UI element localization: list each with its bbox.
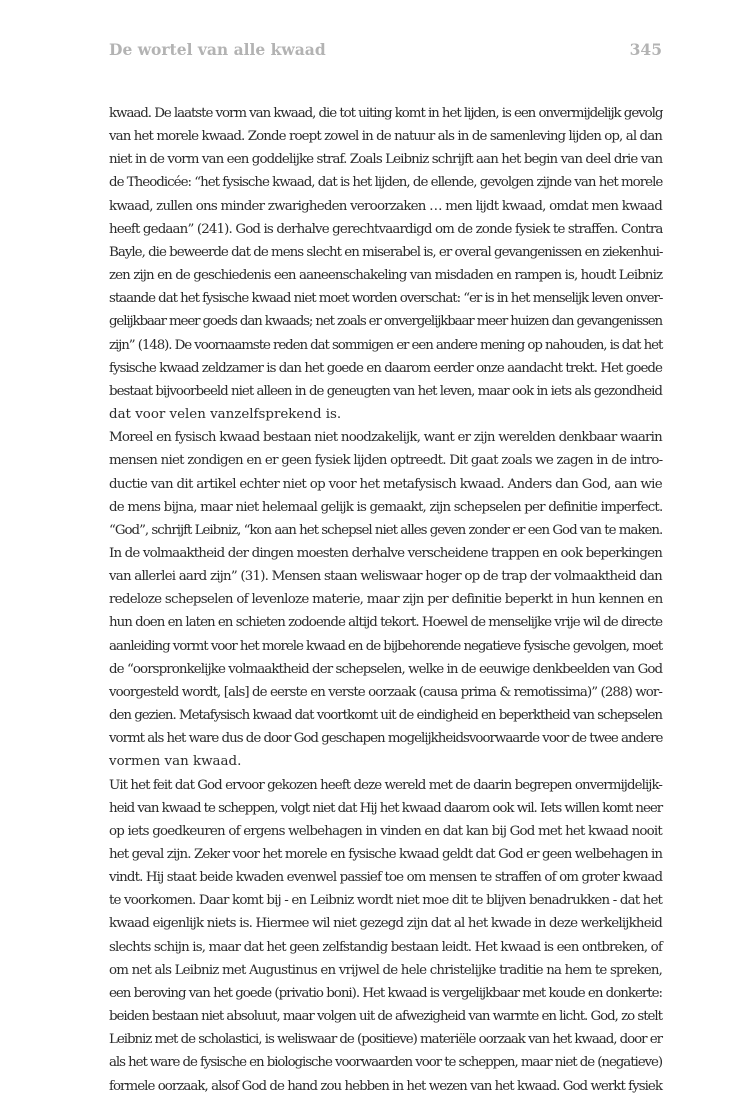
text-line: van het morele kwaad. Zonde roept zowel in de natuur als in de samenleving lijden op, al dan [109, 129, 662, 145]
text-line: voorgesteld wordt, [als] de eerste en verste oorzaak (causa prima & remotissima)” (288) wor- [109, 684, 662, 700]
text-line: op iets goedkeuren of ergens welbehagen in vinden en dat kan bij God met het kwaad nooit [109, 823, 662, 839]
text-line: van allerlei aard zijn” (31). Mensen staan weliswaar hoger op de trap der volmaaktheid dan [109, 569, 662, 585]
text-line: bestaat bijvoorbeeld niet alleen in de geneugten van het leven, maar ook in iets als gezondheid [109, 383, 662, 399]
text-line: ductie van dit artikel echter niet op voor het metafysisch kwaad. Anders dan God, aan wie [109, 476, 662, 492]
text-line: Leibniz met de scholastici, is weliswaar de (positieve) materiële oorzaak van het kwaad, door er [109, 1032, 662, 1048]
text-line: zen zijn en de geschiedenis een aaneenschakeling van misdaden en rampen is, houdt Leibniz [109, 268, 663, 284]
text-line: redeloze schepselen of levenloze materie, maar zijn per definitie beperkt in hun kennen en [109, 592, 663, 608]
text-line: In de volmaaktheid der dingen moesten derhalve verscheidene trappen en ook beperkingen [109, 545, 662, 561]
text-line: vormt als het ware dus de door God geschapen mogelijkheidsvoorwaarde voor de twee andere [109, 731, 663, 747]
text-line: aanleiding vormt voor het morele kwaad en de bijbehorende negatieve fysische gevolgen, moet [109, 638, 663, 654]
text-line: beiden bestaan niet absoluut, maar volgen uit de afwezigheid van warmte en licht. God, zo stelt [109, 1009, 662, 1025]
text-line: de Theodicée: “het fysische kwaad, dat is het lijden, de ellende, gevolgen zijnde van het morele [109, 175, 663, 191]
text-line: gelijkbaar meer goeds dan kwaads; net zoals er onvergelijkbaar meer huizen dan gevangenissen [109, 314, 662, 330]
text-line: heeft gedaan” (241). God is derhalve gerechtvaardigd om de zonde fysiek te straffen. Contra [109, 221, 663, 237]
text-line: het geval zijn. Zeker voor het morele en fysische kwaad geldt dat God er geen welbehagen in [109, 847, 663, 862]
text-line: om net als Leibniz met Augustinus en vrijwel de hele christelijke traditie na hem te spreken, [109, 962, 663, 978]
text-line: vindt. Hij staat beide kwaden evenwel passief toe om mensen te straffen of om groter kwaad [109, 870, 663, 886]
body-text [109, 102, 662, 1098]
text-line: kwaad. De laatste vorm van kwaad, die tot uiting komt in het lijden, is een onvermijdelijk gevolg [109, 106, 663, 121]
text-line: mensen niet zondigen en er geen fysiek lijden optreedt. Dit gaat zoals we zagen in de intro- [109, 453, 663, 469]
text-line: te voorkomen. Daar komt bij - en Leibniz wordt niet moe dit te blijven benadrukken - dat het [109, 893, 663, 909]
text-line: een beroving van het goede (privatio boni). Het kwaad is vergelijkbaar met koude en donkerte: [109, 985, 662, 1001]
text-line: de mens bijna, maar niet helemaal gelijk is gemaakt, zijn schepselen per definitie imperfect. [109, 499, 663, 515]
page-number: 345 [629, 40, 662, 59]
text-line: staande dat het fysische kwaad niet moet worden overschat: “er is in het menselijk leven onver- [109, 291, 663, 307]
text-line: slechts schijn is, maar dat het geen zelfstandig bestaan leidt. Het kwaad is een ontbreken, of [109, 939, 662, 955]
text-line: kwaad, zullen ons minder zwarigheden veroorzaken … men lijdt kwaad, omdat men kwaad [109, 198, 662, 214]
text-line: vormen van kwaad. [109, 754, 242, 770]
text-line: heid van kwaad te scheppen, volgt niet dat Hij het kwaad daarom ook wil. Iets willen komt neer [109, 800, 663, 816]
text-line: kwaad eigenlijk niets is. Hiermee wil niet gezegd zijn dat al het kwade in deze werkelijkheid [109, 916, 663, 932]
text-line: als het ware de fysische en biologische voorwaarden voor te scheppen, maar niet de (negatieve) [109, 1055, 662, 1071]
running-header [109, 40, 662, 59]
text-line: dat voor velen vanzelfsprekend is. [109, 407, 342, 423]
text-line: formele oorzaak, alsof God de hand zou hebben in het wezen van het kwaad. God werkt fysiek [109, 1078, 662, 1094]
text-line: fysische kwaad zeldzamer is dan het goede en daarom eerder onze aandacht trekt. Het goede [109, 360, 662, 376]
running-title: De wortel van alle kwaad [109, 40, 326, 59]
text-line: Bayle, die beweerde dat de mens slecht en miserabel is, er overal gevangenissen en ziekenhui- [109, 244, 663, 260]
text-line: den gezien. Metafysisch kwaad dat voortkomt uit de eindigheid en beperktheid van schepselen [109, 708, 662, 724]
text-line: Moreel en fysisch kwaad bestaan niet noodzakelijk, want er zijn werelden denkbaar waarin [109, 430, 662, 446]
text-line: Uit het feit dat God ervoor gekozen heeft deze wereld met de daarin begrepen onvermijdelijk- [109, 777, 663, 793]
text-line: “God”, schrijft Leibniz, “kon aan het schepsel niet alles geven zonder er een God van te maken. [109, 522, 663, 538]
text-line: niet in de vorm van een goddelijke straf. Zoals Leibniz schrijft aan het begin van deel drie van [109, 152, 663, 168]
text-line: de “oorspronkelijke volmaaktheid der schepselen, welke in de eeuwige denkbeelden van God [109, 661, 663, 677]
text-line: zijn” (148). De voornaamste reden dat sommigen er een andere mening op nahouden, is dat het [109, 337, 663, 353]
text-line: hun doen en laten en schieten zodoende altijd tekort. Hoewel de menselijke vrije wil de directe [109, 615, 662, 631]
